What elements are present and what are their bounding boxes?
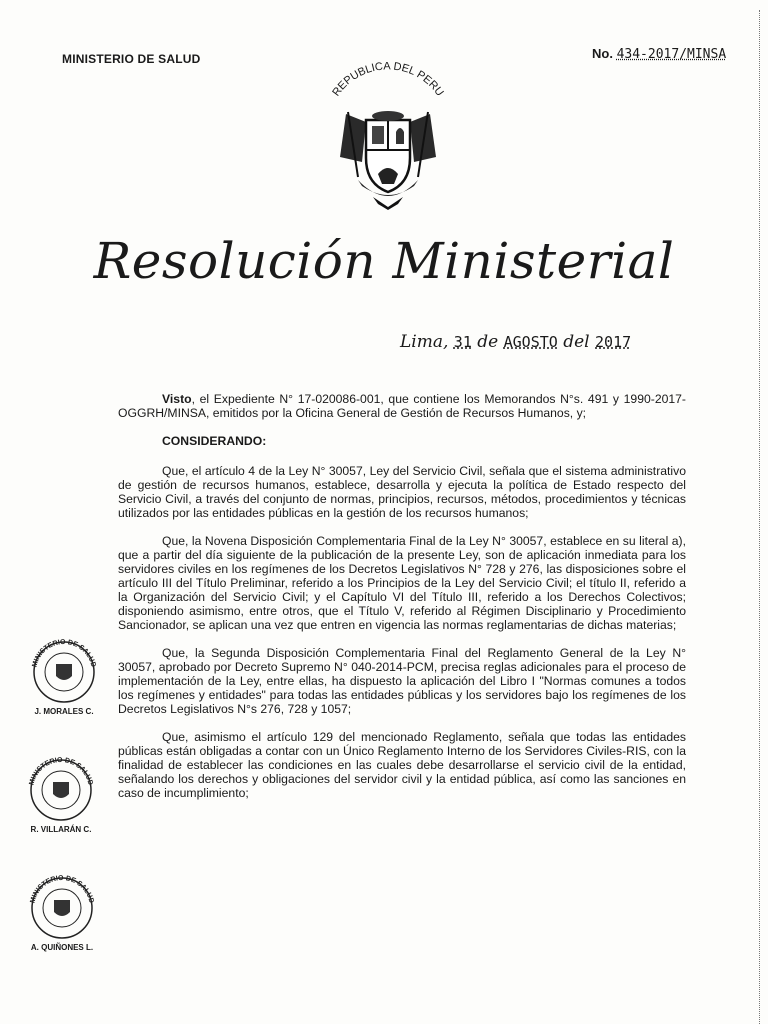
considerando-paragraph: Que, la Segunda Disposición Complementaria Final del Reglamento General de la Ley N° 30057, aprobado por Decreto Supremo N° 040-2014-PCM, precisa reglas adicionales para el proceso de implementación de la Ley, entre ellas, ha dispuesto la aplicación del Libro I "Normas comunes a todos los regímenes y entidades" para todas las entidades públicas y los servidores bajo los regímenes de los Decretos Legislativos N°s 276, 728 y 1057; <box>118 646 686 716</box>
visto-label: Visto <box>162 392 192 406</box>
considerando-heading: CONSIDERANDO: <box>162 434 267 448</box>
date-de: de <box>477 332 499 352</box>
date-year: 2017 <box>595 333 632 351</box>
ministry-name: MINISTERIO DE SALUD <box>62 52 201 66</box>
considerando-paragraph: Que, la Novena Disposición Complementaria Final de la Ley N° 30057, establece en su literal a), que a partir del día siguiente de la publicación de la presente Ley, son de aplicación inmediata para los servidores civiles en los regímenes de los Decretos Legislativos N° 728 y 276, las disposiciones sobre el artículo III del Título Preliminar, referido a los Principios de la Ley del Servicio Civil; el título II, referido a la Organización del Servicio Civil; y el Capítulo VI del Título III, referido a los Derechos Colectivos; disponiendo asimismo, entre otros, que el Título V, referido al Régimen Disciplinario y Procedimiento Sancionador, se aplican una vez que entren en vigencia las normas reglamentarias de dichas materias; <box>118 534 686 632</box>
number-value: 434-2017/MINSA <box>616 47 727 62</box>
svg-text:MINISTERIO DE SALUD: MINISTERIO DE SALUD <box>29 874 95 904</box>
svg-text:MINISTERIO DE SALUD: MINISTERIO DE SALUD <box>31 638 97 668</box>
svg-text:REPUBLICA DEL PERU <box>330 62 446 99</box>
stamp-quinones <box>20 868 104 952</box>
date-day: 31 <box>453 333 472 351</box>
ministry-stamp-icon <box>18 752 104 822</box>
considerando-paragraph: Que, asimismo el artículo 129 del mencionado Reglamento, señala que todas las entidades públicas están obligadas a contar con un Único Reglamento Interno de los Servidores Civiles-RIS, con la finalidad de establecer las condiciones en las cuales debe desarrollarse el servicio civil de la entidad, señalando los derechos y obligaciones del servidor civil y la entidad pública, así como las sanciones en caso de incumplimiento; <box>118 730 686 800</box>
svg-text:MINISTERIO DE SALUD: MINISTERIO DE SALUD <box>28 756 94 786</box>
document-date <box>400 332 631 352</box>
stamp-villaran <box>18 752 104 834</box>
stamp-morales <box>24 632 104 716</box>
seal-arc-text: REPUBLICA DEL PERU <box>330 62 446 99</box>
resolution-number <box>592 46 726 62</box>
peru-coat-of-arms-seal <box>318 62 458 212</box>
number-prefix: No. <box>592 46 613 61</box>
visto-paragraph <box>118 392 686 420</box>
ministry-stamp-icon <box>24 632 104 704</box>
date-city: Lima, <box>400 332 449 352</box>
visto-text: , el Expediente N° 17-020086-001, que contiene los Memorandos N°s. 491 y 1990-2017-OGGRH/MINSA, emitidos por la Oficina General de Gestión de Recursos Humanos, y; <box>118 392 686 420</box>
stamp-name: A. QUIÑONES L. <box>30 943 94 952</box>
date-del: del <box>563 332 590 352</box>
stamp-name: R. VILLARÁN C. <box>30 825 92 834</box>
ministry-stamp-icon <box>20 868 104 940</box>
document-title: Resolución Ministerial <box>93 232 675 290</box>
page-edge-line <box>759 10 760 1024</box>
stamp-name: J. MORALES C. <box>34 707 94 716</box>
date-month: AGOSTO <box>503 333 558 351</box>
document-body <box>118 392 686 814</box>
considerando-paragraph: Que, el artículo 4 de la Ley N° 30057, Ley del Servicio Civil, señala que el sistema administrativo de gestión de recursos humanos, establece, desarrolla y ejecuta la política de Estado respecto del Servicio Civil, a través del conjunto de normas, principios, recursos, métodos, procedimientos y técnicas utilizados por las entidades públicas en la gestión de los recursos humanos; <box>118 464 686 520</box>
